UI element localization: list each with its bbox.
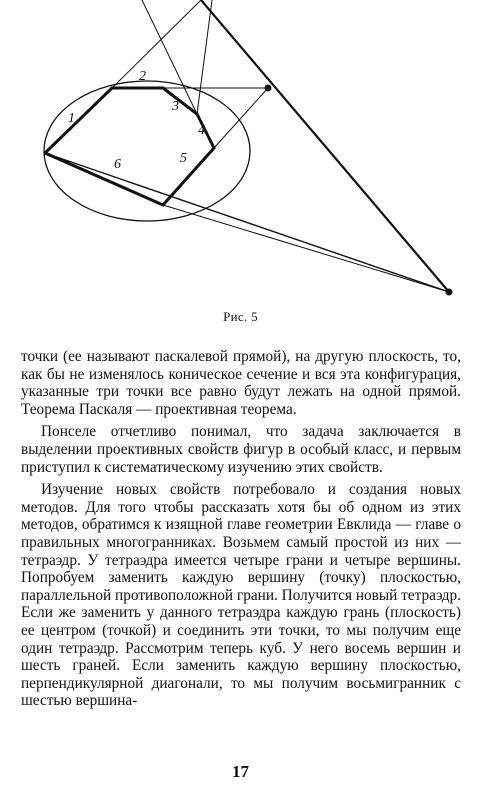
intersection-point-2: [446, 289, 453, 296]
segment-label-3: 3: [172, 99, 179, 114]
construction-lines: [112, 0, 449, 292]
hexagon-side-3: [163, 88, 197, 114]
pascal-diagram: [0, 0, 481, 310]
intersection-point-1: [265, 85, 272, 92]
side-6-extension: [45, 153, 449, 292]
hexagon-side-6: [45, 153, 163, 205]
paragraph-3: Изучение новых свойств потребовало и создания новых методов. Для того чтобы рассказать хотя бы об одном из этих методов, обратимся к изящной главе геометрии Евклида — главе о правильных многогранниках. Возьмем самый простой из них — тетраэдр. У тетраэдра имеется четыре грани и четыре вершины. Попробуем заменить каждую вершину (точку) плоскостью, параллельной противоположной грани. Получится новый тетраэдр. Если же заменить у данного тетраэдра каждую грань (плоскость) ее центром (точкой) и соединить эти точки, то мы получим еще один тетраэдр. Рассмотрим теперь куб. У него восемь вершин и шесть граней. Если заменить каждую вершину плоскостью, перпендикулярной диагонали, то мы получим восьмигранник с шестью вершина-: [21, 481, 461, 710]
page-number: 17: [232, 762, 249, 781]
figure-caption: Рис. 5: [223, 309, 258, 324]
segment-label-2: 2: [139, 69, 146, 84]
segment-label-6: 6: [114, 157, 121, 172]
segment-label-1: 1: [68, 111, 75, 126]
segment-label-4: 4: [198, 123, 205, 138]
pascal-figure: [0, 0, 481, 310]
conic-ellipse: [44, 81, 250, 221]
hexagon: [45, 88, 214, 205]
body-text: [21, 348, 461, 715]
segment-label-5: 5: [180, 151, 187, 166]
pascal-line: [201, 0, 449, 292]
paragraph-2: Понселе отчетливо понимал, что задача заключается в выделении проективных свойств фигур в особый класс, и первым приступил к систематическому изучению этих свойств.: [21, 423, 461, 476]
paragraph-1: точки (ее называют паскалевой прямой), на другую плоскость, то, как бы не изменялось коническое сечение и вся эта конфигурация, указанные три точки все равно будут лежать на одной прямой. Теорема Паскаля — проективная теорема.: [21, 348, 461, 418]
